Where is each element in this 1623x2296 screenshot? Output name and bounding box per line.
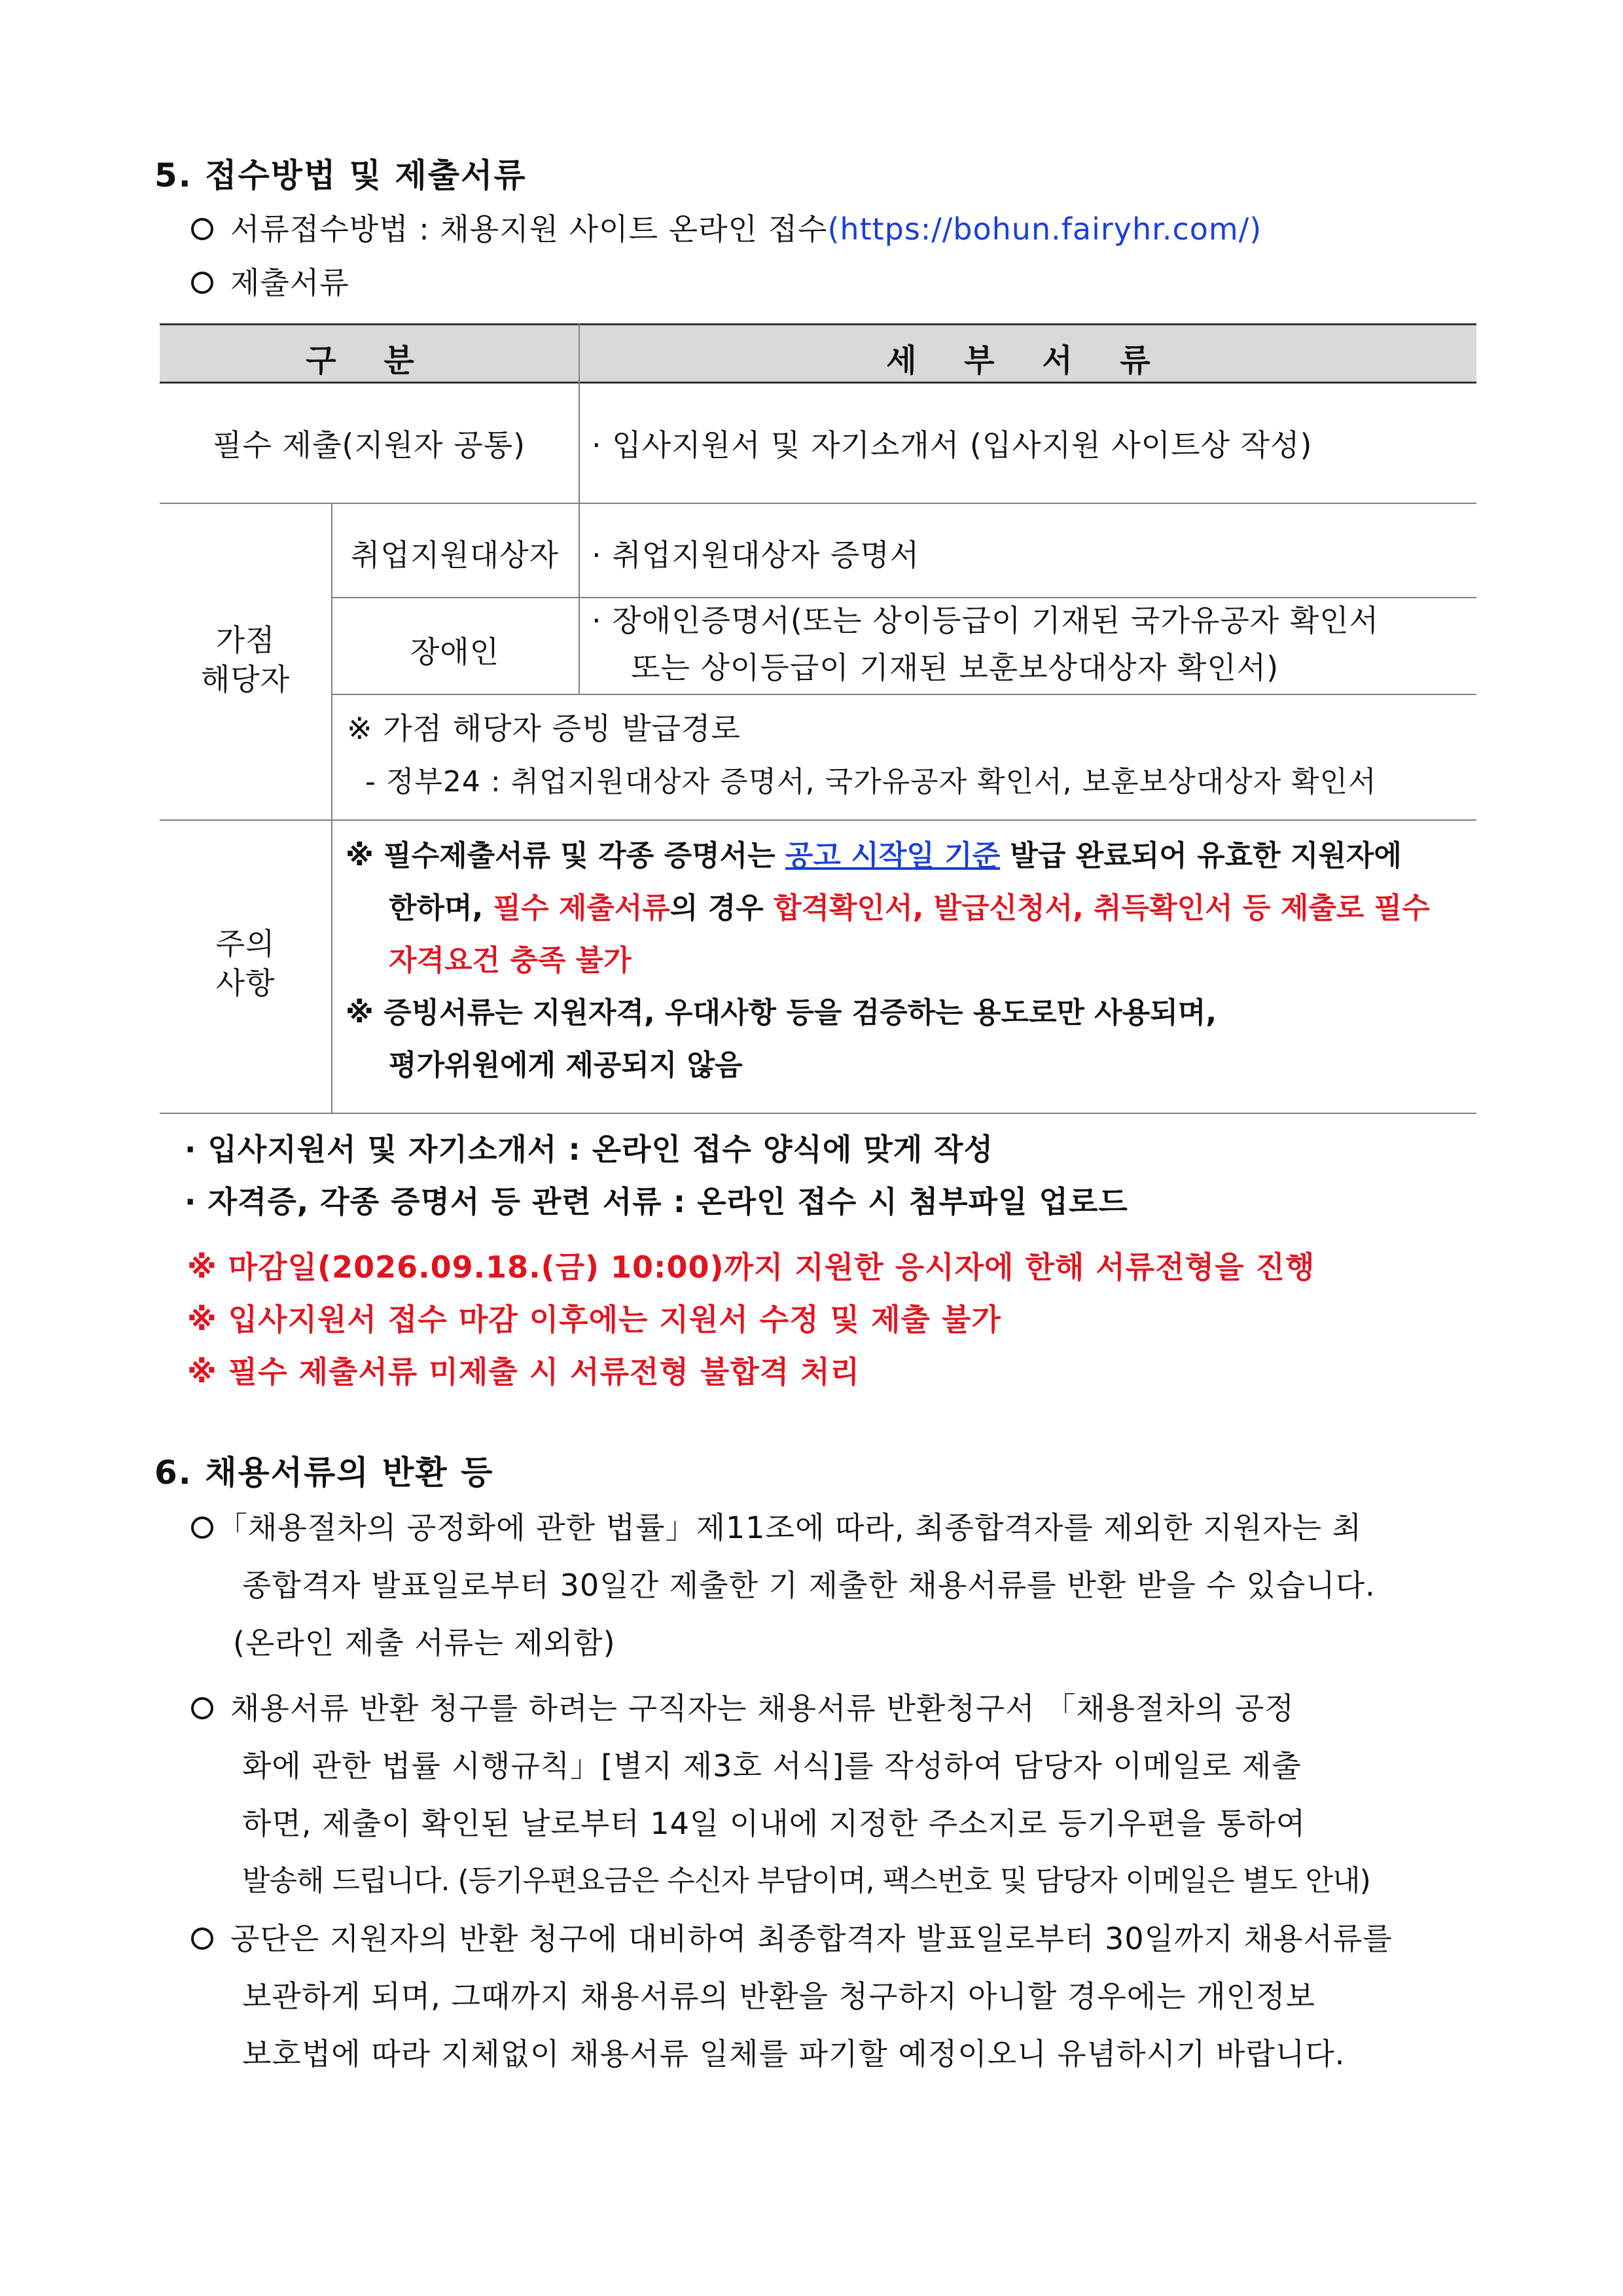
caution-category [160, 924, 331, 1003]
section5-title: 5. 접수방법 및 제출서류 [154, 156, 527, 194]
bonus-note-line1: ※ 가점 해당자 증빙 발급경로 [347, 711, 741, 746]
circle-bullet-icon [191, 218, 213, 240]
required-detail: · 입사지원서 및 자기소개서 (입사지원 사이트상 작성) [592, 427, 1313, 463]
submit-docs-item [191, 259, 349, 302]
disabled-detail [592, 597, 1379, 691]
notes-block [185, 1123, 1128, 1228]
return-para-3-line3: 보호법에 따라 지체없이 채용서류 일체를 파기할 예정이오니 유념하시기 바랍니다. [242, 2036, 1346, 2072]
documents-table [160, 323, 1476, 1114]
warning-fail: ※ 필수 제출서류 미제출 시 서류전형 불합격 처리 [187, 1354, 861, 1390]
submit-docs-label: 제출서류 [230, 265, 349, 300]
circle-bullet-icon [191, 1928, 213, 1950]
bonus-category-line1: 가점 [215, 622, 276, 658]
circle-bullet-icon [191, 272, 213, 294]
return-para-3-line1: 공단은 지원자의 반환 청구에 대비하여 최종합격자 발표일로부터 30일까지 채용서류를 [230, 1921, 1393, 1956]
return-para-2 [191, 1679, 1370, 1910]
return-para-2-line1: 채용서류 반환 청구를 하려는 구직자는 채용서류 반환청구서 「채용절차의 공정 [230, 1691, 1294, 1726]
return-para-1-line2: 종합격자 발표일로부터 30일간 제출한 기 제출한 채용서류를 반환 받을 수 있습니다. [242, 1568, 1376, 1603]
disabled-detail-line1: · 장애인증명서(또는 상이등급이 기재된 국가유공자 확인서 [592, 603, 1380, 638]
disabled-sub: 장애인 [410, 634, 500, 670]
caution-line5: 평가위원에게 제공되지 않음 [389, 1049, 743, 1082]
caution-line4: ※ 증빙서류는 지원자격, 우대사항 등을 검증하는 용도로만 사용되며, [346, 996, 1217, 1030]
caution-category-line1: 주의 [215, 926, 276, 961]
caution-text [346, 830, 1430, 1092]
return-para-1-line1: 「채용절차의 공정화에 관한 법률」제11조에 따라, 최종합격자를 제외한 지원자는 최 [217, 1510, 1363, 1545]
note-online-form: · 입사지원서 및 자기소개서 : 온라인 접수 양식에 맞게 작성 [185, 1132, 994, 1167]
return-para-3 [191, 1910, 1393, 2083]
submission-method-label: 서류접수방법 : 채용지원 사이트 온라인 접수 [230, 211, 828, 247]
notice-start-date-highlight: 공고 시작일 기준 [785, 839, 1001, 872]
header-detail: 세 부 서 류 [886, 342, 1169, 379]
circle-bullet-icon [191, 1697, 213, 1719]
return-para-1 [191, 1499, 1376, 1672]
caution-line1: ※ 필수제출서류 및 각종 증명서는 공고 시작일 기준 발급 완료되어 유효한 지원자에 [346, 839, 1402, 872]
return-para-1-line3: (온라인 제출 서류는 제외함) [233, 1625, 616, 1660]
submission-method-item [191, 206, 1262, 249]
warning-deadline: ※ 마감일(2026.09.18.(금) 10:00)까지 지원한 응시자에 한해 서류전형을 진행 [187, 1249, 1315, 1285]
circle-bullet-icon [191, 1516, 213, 1539]
caution-line2: 한하며, 필수 제출서류의 경우 합격확인서, 발급신청서, 취득확인서 등 제출로 필수 [389, 891, 1430, 925]
return-para-3-line2: 보관하게 되며, 그때까지 채용서류의 반환을 청구하지 아니할 경우에는 개인정보 [242, 1979, 1315, 2014]
caution-line3: 자격요건 충족 불가 [389, 944, 632, 977]
bonus-note-line2: - 정부24 : 취업지원대상자 증명서, 국가유공자 확인서, 보훈보상대상자 확인서 [365, 765, 1377, 798]
section6-title: 6. 채용서류의 반환 등 [154, 1454, 494, 1492]
warning-no-edit: ※ 입사지원서 접수 마감 이후에는 지원서 수정 및 제출 불가 [187, 1302, 1001, 1337]
employment-sub: 취업지원대상자 [350, 537, 560, 573]
return-para-2-line4: 발송해 드립니다. (등기우편요금은 수신자 부담이며, 팩스번호 및 담당자 이메일은 별도 안내) [242, 1864, 1370, 1897]
bonus-note [347, 702, 1377, 809]
note-attachments: · 자격증, 각종 증명서 등 관련 서류 : 온라인 접수 시 첨부파일 업로드 [185, 1184, 1128, 1219]
return-para-2-line2: 화에 관한 법률 시행규칙」[별지 제3호 서식]를 작성하여 담당자 이메일로 제출 [242, 1748, 1302, 1784]
required-category: 필수 제출(지원자 공통) [212, 427, 526, 463]
disabled-detail-line2: 또는 상이등급이 기재된 보훈보상대상자 확인서) [631, 650, 1279, 685]
header-category: 구 분 [306, 342, 433, 379]
bonus-category-line2: 해당자 [200, 662, 291, 697]
employment-detail: · 취업지원대상자 증명서 [592, 537, 920, 573]
bonus-category [160, 620, 331, 699]
return-para-2-line3: 하면, 제출이 확인된 날로부터 14일 이내에 지정한 주소지로 등기우편을 통하여 [242, 1806, 1306, 1841]
caution-category-line2: 사항 [215, 965, 276, 1001]
submission-url-link[interactable]: (https://bohun.fairyhr.com/) [827, 211, 1262, 247]
warnings-block [187, 1241, 1315, 1398]
